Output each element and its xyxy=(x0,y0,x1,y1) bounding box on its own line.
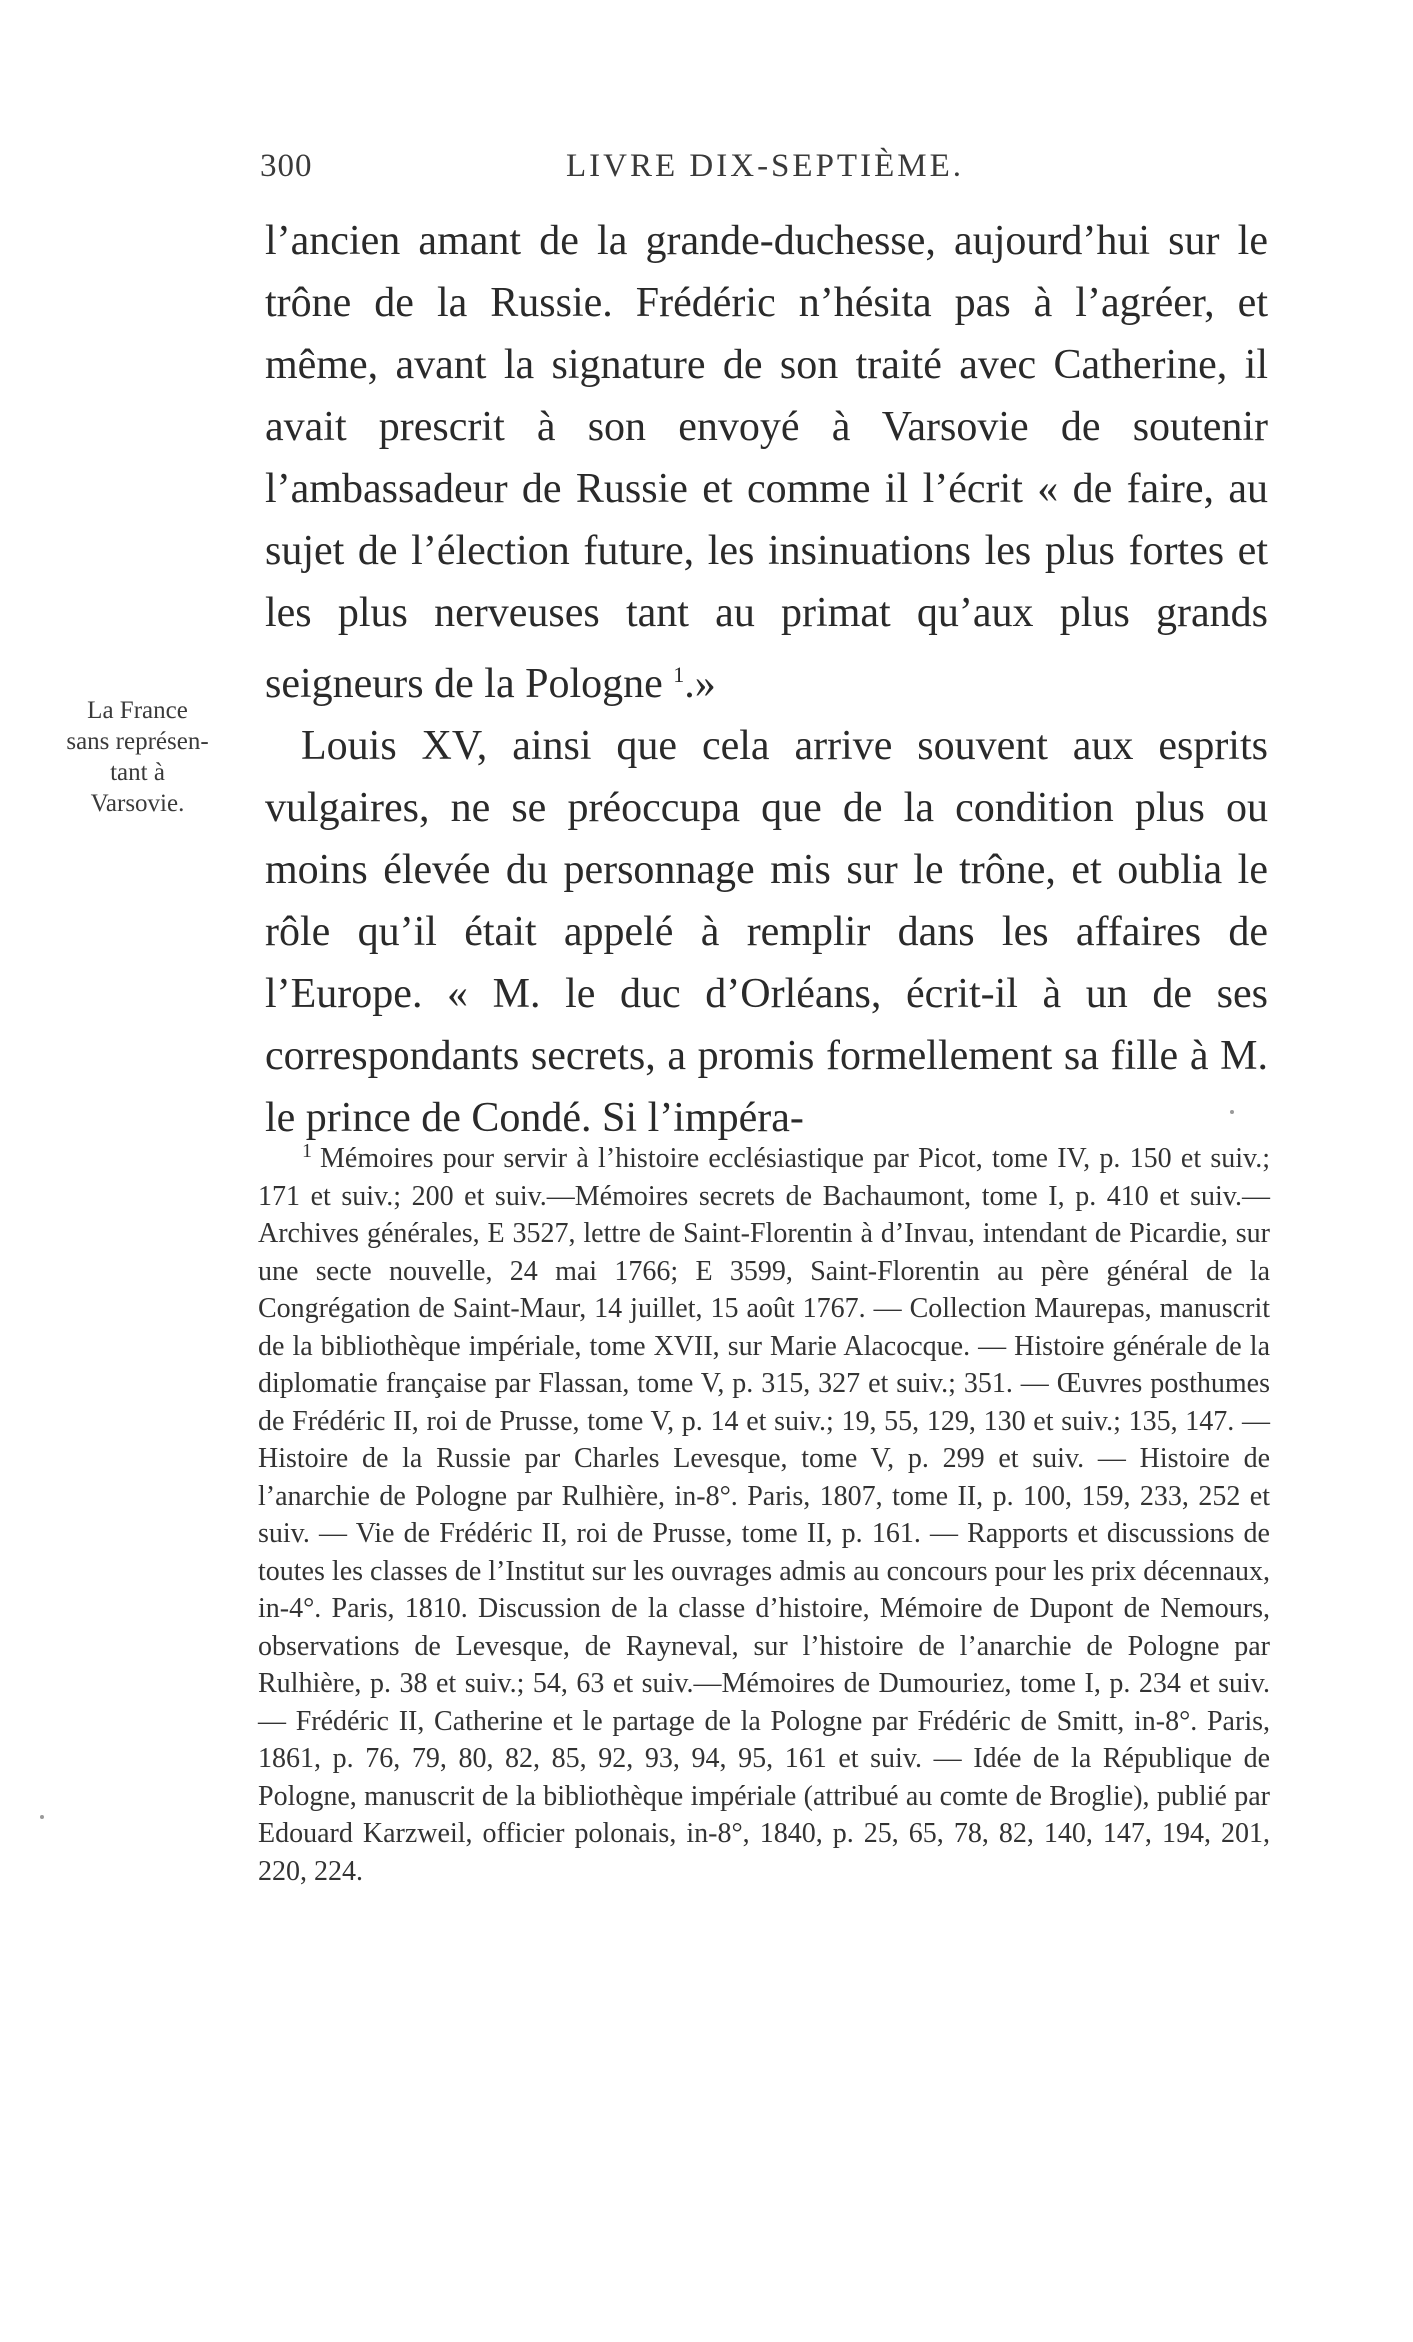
print-speck xyxy=(40,1815,44,1819)
quote-close: .» xyxy=(684,661,716,707)
marginal-note-line: Varsovie. xyxy=(90,790,185,817)
marginal-note-line: tant à xyxy=(110,759,165,786)
footnote-paragraph xyxy=(258,1140,1270,1890)
running-head xyxy=(260,148,1270,194)
footnote-mark: 1 xyxy=(302,1139,312,1162)
body-paragraph xyxy=(265,210,1268,715)
page-number: 300 xyxy=(260,148,313,184)
marginal-note xyxy=(40,695,235,819)
paragraph-text: Louis XV, ainsi que cela arrive souvent aux esprits vulgaires, ne se préoccupa que de la condition plus ou moins élevée du personnage mis sur le trône, et oublia le rôle qu’il était appelé à remplir dans les affaires de l’Europe. « M. le duc d’Orléans, écrit-il à un de ses correspondants secrets, a promis formellement sa fille à M. le prince de Condé. Si l’impéra- xyxy=(265,723,1268,1141)
paragraph-text: l’ancien amant de la grande-duchesse, aujourd’hui sur le trône de la Russie. Frédéric n’hésita pas à l’agréer, et même, avant la signature de son traité avec Catherine, il avait prescrit à son envoyé à Varsovie de soutenir l’ambassadeur de Russie et comme il l’écrit « de faire, au sujet de l’élection future, les insinuations les plus fortes et les plus nerveuses tant au primat qu’aux plus grands seigneurs de la Pologne xyxy=(265,218,1268,707)
footnote xyxy=(258,1140,1270,1890)
chapter-title: LIVRE DIX-SEPTIÈME. xyxy=(566,148,964,184)
body-text xyxy=(265,210,1268,1149)
footnote-text: Mémoires pour servir à l’histoire ecclésiastique par Picot, tome IV, p. 150 et suiv.; 171 et suiv.; 200 et suiv.—Mémoires secrets de Bachaumont, tome I, p. 410 et suiv.—Archives générales, E 3527, lettre de Saint-Florentin à d’Invau, intendant de Picardie, sur une secte nouvelle, 24 mai 1766; E 3599, Saint-Florentin au père général de la Congrégation de Saint-Maur, 14 juillet, 15 août 1767. — Collection Maurepas, manuscrit de la bibliothèque impériale, tome XVII, sur Marie Alacocque. — Histoire générale de la diplomatie française par Flassan, tome V, p. 315, 327 et suiv.; 351. — Œuvres posthumes de Frédéric II, roi de Prusse, tome V, p. 14 et suiv.; 19, 55, 129, 130 et suiv.; 135, 147. — Histoire de la Russie par Charles Levesque, tome V, p. 299 et suiv. — Histoire de l’anarchie de Pologne par Rulhière, in-8°. Paris, 1807, tome II, p. 100, 159, 233, 252 et suiv. — Vie de Frédéric II, roi de Prusse, tome II, p. 161. — Rapports et discussions de toutes les classes de l’Institut sur les ouvrages admis au concours pour les prix décennaux, in-4°. Paris, 1810. Discussion de la classe d’histoire, Mémoire de Dupont de Nemours, observations de Levesque, de Rayneval, sur l’histoire de l’anarchie de Pologne par Rulhière, p. 38 et suiv.; 54, 63 et suiv.—Mémoires de Dumouriez, tome I, p. 234 et suiv.— Frédéric II, Catherine et le partage de la Pologne par Frédéric de Smitt, in-8°. Paris, 1861, p. 76, 79, 80, 82, 85, 92, 93, 94, 95, 161 et suiv. — Idée de la République de Pologne, manuscrit de la bibliothèque impériale (attribué au comte de Broglie), publié par Edouard Karzweil, officier polonais, in-8°, 1840, p. 25, 65, 78, 82, 140, 147, 194, 201, 220, 224. xyxy=(258,1143,1270,1887)
marginal-note-line: sans représen- xyxy=(66,728,209,755)
print-speck xyxy=(1230,1110,1234,1114)
marginal-note-line: La France xyxy=(87,697,188,724)
footnote-reference: 1 xyxy=(673,662,685,687)
body-paragraph xyxy=(265,715,1268,1149)
